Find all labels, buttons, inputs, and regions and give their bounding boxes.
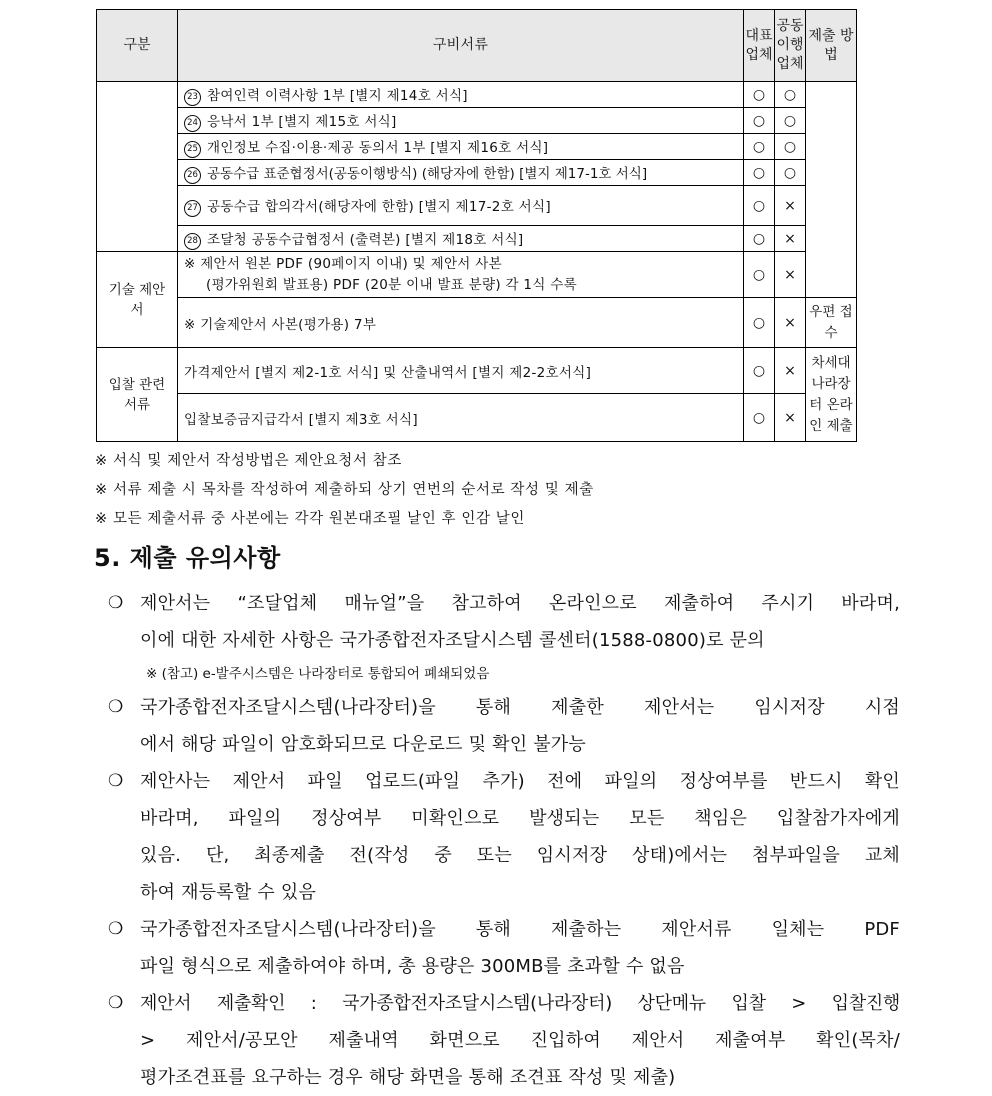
joint-mark: ○	[775, 160, 806, 186]
joint-mark: ×	[775, 186, 806, 226]
item-line: 국가종합전자조달시스템(나라장터)을 통해 제출한 제안서는 임시저장 시점	[140, 697, 900, 718]
header-submit-method: 제출 방법	[806, 10, 857, 82]
header-documents: 구비서류	[178, 10, 744, 82]
section-title: 5. 제출 유의사항	[94, 544, 281, 572]
item-line: > 제안서/공모안 제출내역 화면으로 진입하여 제안서 제출여부 확인(목차/	[140, 1030, 900, 1051]
category-tech-proposal: 기술 제안서	[97, 252, 178, 348]
table-row	[97, 108, 857, 134]
lead-mark: ○	[744, 226, 775, 252]
table-row	[97, 186, 857, 226]
item-line: 파일 형식으로 제출하여야 하며, 총 용량은 300MB를 초과할 수 없음	[140, 956, 685, 977]
item-line: 하여 재등록할 수 있음	[140, 882, 317, 903]
doc-text: 참여인력 이력사항 1부 [별지 제14호 서식]	[207, 87, 468, 104]
joint-mark: ×	[775, 252, 806, 298]
circled-number: 23	[184, 89, 201, 106]
item-line: 있음. 단, 최종제출 전(작성 중 또는 임시저장 상태)에서는 첨부파일을 교체	[140, 845, 900, 866]
doc-cell: 입찰보증금지급각서 [별지 제3호 서식]	[178, 394, 744, 442]
circled-number: 28	[184, 233, 201, 250]
header-joint-company: 공동 이행 업체	[775, 10, 806, 82]
table-row	[97, 226, 857, 252]
lead-mark: ○	[744, 134, 775, 160]
doc-cell	[178, 226, 744, 252]
table-row	[97, 348, 857, 394]
table-row	[97, 134, 857, 160]
doc-cell: ※ 기술제안서 사본(평가용) 7부	[178, 298, 744, 348]
lead-mark: ○	[744, 394, 775, 442]
circled-number: 27	[184, 200, 201, 217]
item-line: 이에 대한 자세한 사항은 국가종합전자조달시스템 콜센터(1588-0800)로 문의	[140, 630, 765, 651]
doc-cell	[178, 252, 744, 298]
doc-text: 공동수급 합의각서(해당자에 한함) [별지 제17-2호 서식]	[207, 198, 551, 215]
bullet-icon: ❍	[108, 697, 124, 717]
category-cell-empty	[97, 82, 178, 252]
table-row	[97, 394, 857, 442]
table-row	[97, 298, 857, 348]
doc-cell: 가격제안서 [별지 제2-1호 서식] 및 산출내역서 [별지 제2-2호서식]	[178, 348, 744, 394]
lead-mark: ○	[744, 252, 775, 298]
circled-number: 26	[184, 167, 201, 184]
table-row	[97, 82, 857, 108]
note-line: ※ 모든 제출서류 중 사본에는 각각 원본대조필 날인 후 인감 날인	[95, 511, 526, 527]
method-postal: 우편 접수	[806, 298, 857, 348]
item-line: 국가종합전자조달시스템(나라장터)을 통해 제출하는 제안서류 일체는 PDF	[140, 919, 900, 940]
note-line: ※ 서식 및 제안서 작성방법은 제안요청서 참조	[95, 453, 402, 469]
document-requirements-table	[96, 9, 857, 442]
doc-text: 응낙서 1부 [별지 제15호 서식]	[207, 113, 397, 130]
item-line: 제안서 제출확인 : 국가종합전자조달시스템(나라장터) 상단메뉴 입찰 > 입찰진행	[140, 993, 900, 1014]
doc-text: 개인정보 수집·이용·제공 동의서 1부 [별지 제16호 서식]	[207, 139, 549, 156]
table-notes	[95, 447, 594, 534]
table-row	[97, 160, 857, 186]
list-item	[100, 763, 900, 911]
header-category: 구분	[97, 10, 178, 82]
method-online: 차세대 나라장터 온라인 제출	[806, 348, 857, 442]
list-item	[100, 585, 900, 689]
lead-mark: ○	[744, 298, 775, 348]
doc-text: 조달청 공동수급협정서 (출력본) [별지 제18호 서식]	[207, 231, 524, 248]
table-row	[97, 252, 857, 298]
submission-notes-list	[100, 585, 900, 1096]
circled-number: 25	[184, 141, 201, 158]
bullet-icon: ❍	[108, 771, 124, 791]
joint-mark: ×	[775, 348, 806, 394]
joint-mark: ×	[775, 394, 806, 442]
item-subnote: ※ (참고) e-발주시스템은 나라장터로 통합되어 폐쇄되었음	[146, 666, 490, 682]
note-line: ※ 서류 제출 시 목차를 작성하여 제출하되 상기 연번의 순서로 작성 및 제출	[95, 482, 594, 498]
joint-mark: ○	[775, 82, 806, 108]
doc-text-line2: (평가위원회 발표용) PDF (20분 이내 발표 분량) 각 1식 수록	[206, 276, 577, 293]
item-line: 평가조견표를 요구하는 경우 해당 화면을 통해 조견표 작성 및 제출)	[140, 1067, 676, 1088]
bullet-icon: ❍	[108, 919, 124, 939]
list-item	[100, 911, 900, 985]
lead-mark: ○	[744, 108, 775, 134]
header-lead-company: 대표 업체	[744, 10, 775, 82]
item-line: 제안사는 제안서 파일 업로드(파일 추가) 전에 파일의 정상여부를 반드시 확인	[140, 771, 900, 792]
bullet-icon: ❍	[108, 593, 124, 613]
doc-cell	[178, 108, 744, 134]
table-header-row	[97, 10, 857, 82]
list-item	[100, 985, 900, 1096]
item-line: 제안서는 “조달업체 매뉴얼”을 참고하여 온라인으로 제출하여 주시기 바라며,	[140, 593, 900, 614]
lead-mark: ○	[744, 348, 775, 394]
doc-cell	[178, 134, 744, 160]
method-cell-empty	[806, 82, 857, 298]
item-line: 바라며, 파일의 정상여부 미확인으로 발생되는 모든 책임은 입찰참가자에게	[140, 808, 900, 829]
lead-mark: ○	[744, 186, 775, 226]
doc-cell	[178, 160, 744, 186]
joint-mark: ×	[775, 298, 806, 348]
joint-mark: ○	[775, 134, 806, 160]
doc-cell	[178, 82, 744, 108]
doc-cell	[178, 186, 744, 226]
doc-text-line1: ※ 제안서 원본 PDF (90페이지 이내) 및 제안서 사본	[184, 255, 502, 272]
joint-mark: ○	[775, 108, 806, 134]
item-line: 에서 해당 파일이 암호화되므로 다운로드 및 확인 불가능	[140, 734, 586, 755]
list-item	[100, 689, 900, 763]
doc-text: 공동수급 표준협정서(공동이행방식) (해당자에 한함) [별지 제17-1호 서식]	[207, 165, 648, 182]
circled-number: 24	[184, 115, 201, 132]
lead-mark: ○	[744, 160, 775, 186]
category-bid-documents: 입찰 관련서류	[97, 348, 178, 442]
joint-mark: ×	[775, 226, 806, 252]
lead-mark: ○	[744, 82, 775, 108]
bullet-icon: ❍	[108, 993, 124, 1013]
